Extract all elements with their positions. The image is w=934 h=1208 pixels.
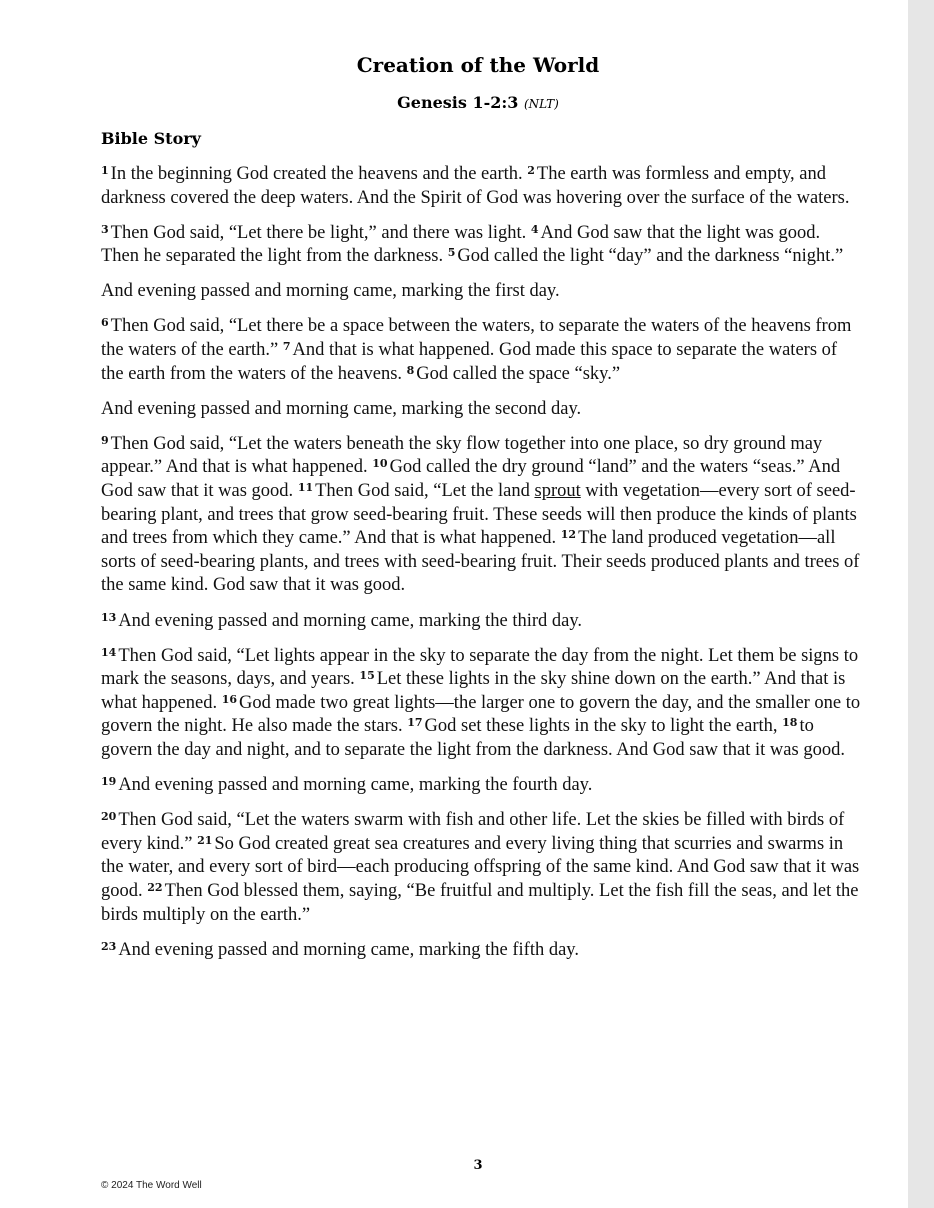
verse-text: Then God said, “Let there be light,” and there was light. xyxy=(110,222,531,243)
page-title: Creation of the World xyxy=(356,53,600,77)
verse-text: And evening passed and morning came, marking the fifth day. xyxy=(118,939,579,960)
verse-text: God called the dry ground “land” and the waters “seas.” And God saw that it was good. xyxy=(101,457,841,502)
verse-text: God made two great lights—the larger one to govern the day, and the smaller one to govern the night. He also made the stars. xyxy=(101,692,861,737)
verse-text: God called the light “day” and the darkness “night.” xyxy=(457,246,844,267)
verse-number: 1 xyxy=(101,164,109,177)
paragraph xyxy=(101,939,861,963)
paragraph xyxy=(101,645,861,763)
paragraph: And evening passed and morning came, marking the second day. xyxy=(101,398,582,419)
verse-text: Then God said, “Let lights appear in the sky to separate the day from the night. Let them be signs to mark the seasons, days, and years. xyxy=(101,645,859,690)
verse-text: Then God said, “Let there be a space between the waters, to separate the waters of the heavens from the waters of the earth.” xyxy=(101,316,852,361)
verse-text: And that is what happened. God made this space to separate the waters of the earth from the waters of the heavens. xyxy=(101,340,838,384)
scrollbar-track[interactable] xyxy=(908,0,934,1208)
paragraph xyxy=(101,315,861,386)
verse-text: God called the space “sky.” xyxy=(416,363,621,384)
verse-text: to govern the day and night, and to separate the light from the darkness. And God saw that it was good. xyxy=(101,716,845,760)
translation-label: (NLT) xyxy=(523,97,559,111)
paragraph xyxy=(101,774,861,798)
verse-text: God set these lights in the sky to light the earth, xyxy=(424,716,783,737)
verse-number: 22 xyxy=(147,880,163,894)
verse-text: Then God said, “Let the land xyxy=(315,481,535,502)
paragraph xyxy=(101,222,861,269)
verse-number: 8 xyxy=(406,363,415,377)
verse-text: So God created great sea creatures and every living thing that scurries and swarms in the water, and every sort of bird—each producing offspring of the same kind. And God saw that it was good. xyxy=(101,833,860,901)
verse-text: And evening passed and morning came, marking the fourth day. xyxy=(118,775,593,796)
paragraph: And evening passed and morning came, marking the first day. xyxy=(101,281,560,302)
verse-number: 4 xyxy=(530,222,539,236)
verse-number: 2 xyxy=(527,164,535,177)
verse-number: 3 xyxy=(101,222,109,236)
verse-text: And God saw that the light was good. Then he separated the light from the darkness. xyxy=(101,222,821,267)
copyright-notice: © 2024 The Word Well xyxy=(101,1180,202,1191)
verse-text: In the beginning God created the heavens and the earth. xyxy=(110,164,528,184)
verse-number: 11 xyxy=(297,481,314,495)
verse-number: 10 xyxy=(372,457,388,471)
underlined-word: sprout xyxy=(534,481,581,502)
section-heading: Bible Story xyxy=(101,129,201,148)
reference-text: Genesis 1-2:3 xyxy=(397,93,519,112)
paragraph xyxy=(101,433,861,598)
paragraph xyxy=(101,163,861,210)
verse-number: 14 xyxy=(101,645,117,659)
paragraph xyxy=(101,809,861,927)
verse-number: 20 xyxy=(101,810,117,824)
verse-text: The land produced vegetation—all sorts of seed-bearing plants, and trees with seed-bearing fruit. Their seeds produced plants and trees of the same kind. God saw that it was good. xyxy=(101,528,860,596)
verse-text: Then God said, “Let the waters beneath the sky flow together into one place, so dry ground may appear.” And that is what happened. xyxy=(101,433,823,478)
verse-number: 7 xyxy=(282,340,291,354)
verse-number: 13 xyxy=(101,610,117,624)
verse-number: 9 xyxy=(101,433,109,447)
verse-text: with vegetation—every sort of seed-bearing plant, and trees that grow seed-bearing fruit. These seeds will then produce the kinds of plants and trees from which they came.” And that is what happened. xyxy=(101,481,857,549)
verse-number: 16 xyxy=(221,692,238,706)
verse-number: 21 xyxy=(197,833,213,847)
verse-number: 15 xyxy=(359,669,375,683)
verse-number: 5 xyxy=(447,246,456,260)
verse-number: 18 xyxy=(782,716,798,730)
verse-text: The earth was formless and empty, and darkness covered the deep waters. And the Spirit of God was hovering over the surface of the waters. xyxy=(101,164,850,208)
paragraph xyxy=(101,610,861,634)
verse-text: Then God said, “Let the waters swarm with fish and other life. Let the skies be filled with birds of every kind.” xyxy=(101,810,845,854)
verse-number: 12 xyxy=(560,528,577,542)
verse-text: Then God blessed them, saying, “Be fruitful and multiply. Let the fish fill the seas, and let the birds multiply on the earth.” xyxy=(101,880,859,925)
page-number: 3 xyxy=(473,1158,483,1173)
verse-text: And evening passed and morning came, marking the third day. xyxy=(118,610,583,631)
verse-number: 23 xyxy=(101,939,117,953)
verse-number: 19 xyxy=(101,775,117,789)
scripture-reference xyxy=(0,93,934,112)
verse-number: 6 xyxy=(101,316,109,330)
bible-story-text xyxy=(101,163,861,974)
verse-number: 17 xyxy=(407,716,423,730)
verse-text: Let these lights in the sky shine down on the earth.” And that is what happened. xyxy=(101,669,846,713)
